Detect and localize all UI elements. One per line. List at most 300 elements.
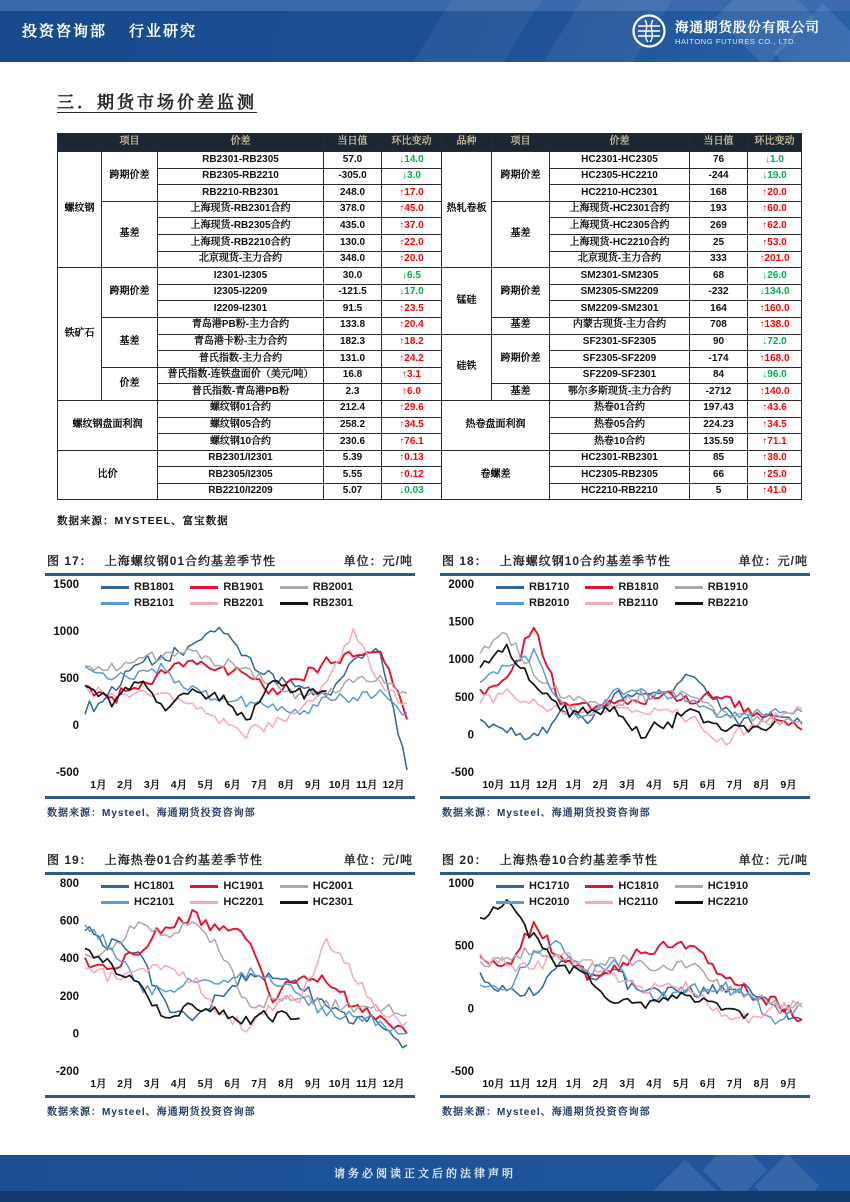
change-cell: ↑41.0: [748, 483, 802, 500]
legend-item: [675, 597, 748, 609]
spread-cell: I2209-I2301: [158, 301, 324, 318]
table-row: [58, 234, 802, 251]
legend-item: [190, 880, 263, 892]
table-header-cell: 当日值: [324, 134, 382, 152]
table-header-cell: [58, 134, 102, 152]
banner-department-research: [22, 20, 197, 41]
table-header-cell: 项目: [102, 134, 158, 152]
change-cell: ↑20.0: [382, 251, 442, 268]
value-cell: -305.0: [324, 168, 382, 185]
legend-swatch-icon: [585, 586, 613, 589]
y-axis-tick-label: -500: [55, 767, 79, 780]
table-header-cell: 价差: [158, 134, 324, 152]
figure-unit: 单位：元/吨: [738, 554, 808, 569]
spread-cell: 螺纹钢10合约: [158, 434, 324, 451]
value-cell: 269: [690, 218, 748, 235]
x-axis-tick-label: 1月: [90, 779, 107, 792]
value-cell: 348.0: [324, 251, 382, 268]
y-axis-tick-label: 800: [59, 878, 79, 891]
chart-canvas: [45, 877, 415, 1095]
spread-cell: SF2305-SF2209: [550, 351, 690, 368]
x-axis-tick-label: 11月: [355, 779, 378, 792]
figure-source: 数据来源：Mysteel、海通期货投资咨询部: [47, 1107, 256, 1119]
item-cell: 基差: [102, 317, 158, 367]
x-axis-tick-label: 1月: [565, 779, 583, 792]
table-row: [58, 400, 802, 417]
change-cell: ↓6.5: [382, 268, 442, 285]
category-cell: 锰硅: [442, 268, 492, 334]
x-axis-tick-label: 12月: [382, 779, 405, 792]
change-cell: ↓96.0: [748, 367, 802, 384]
value-cell: 135.59: [690, 434, 748, 451]
series-HC2001-line: [85, 922, 407, 1016]
section-title: 三．期货市场价差监测: [57, 93, 257, 112]
chart-canvas: [440, 578, 810, 796]
value-cell: 68: [690, 268, 748, 285]
legend-item: [190, 597, 263, 609]
figures-grid: [45, 552, 810, 1118]
value-cell: 435.0: [324, 218, 382, 235]
chart-plot: [440, 578, 810, 796]
legend-swatch-icon: [675, 586, 703, 589]
change-cell: ↑76.1: [382, 434, 442, 451]
spread-cell: 普氏指数-主力合约: [158, 351, 324, 368]
legend-label: RB2110: [618, 597, 659, 610]
figure-unit: 单位：元/吨: [738, 853, 808, 868]
divider-rule: [45, 573, 415, 576]
legend-label: HC2301: [312, 896, 354, 909]
change-cell: ↑24.2: [382, 351, 442, 368]
spread-cell: HC2301-RB2301: [550, 450, 690, 467]
legend-swatch-icon: [496, 586, 524, 589]
x-axis-tick-label: 10月: [328, 779, 352, 792]
change-cell: ↑71.1: [748, 434, 802, 451]
item-cell: 跨期价差: [492, 152, 550, 202]
value-cell: 193: [690, 201, 748, 218]
figure-label: 图 17：: [47, 554, 93, 569]
legend-label: HC1910: [707, 880, 749, 893]
value-cell: 5.07: [324, 483, 382, 500]
figure-title: 上海螺纹钢10合约基差季节性: [499, 554, 672, 569]
change-cell: ↓134.0: [748, 284, 802, 301]
figure-17-header: [45, 552, 415, 573]
legend-item: [190, 896, 263, 908]
legend-swatch-icon: [280, 602, 308, 605]
table-header-cell: 环比变动: [382, 134, 442, 152]
legend-item: [585, 880, 658, 892]
value-cell: 164: [690, 301, 748, 318]
table-row: [58, 417, 802, 434]
company-name-en: HAITONG FUTURES CO., LTD.: [675, 37, 797, 46]
legend-swatch-icon: [675, 901, 703, 904]
spread-cell: 上海现货-RB2301合约: [158, 201, 324, 218]
item-cell: 基差: [492, 201, 550, 267]
x-axis-tick-label: 3月: [619, 1078, 636, 1091]
value-cell: 333: [690, 251, 748, 268]
value-cell: 230.6: [324, 434, 382, 451]
spread-cell: RB2210-RB2301: [158, 185, 324, 202]
spread-cell: 螺纹钢01合约: [158, 400, 324, 417]
legend-label: RB2010: [529, 597, 570, 610]
y-axis-tick-label: -200: [55, 1066, 79, 1079]
spread-cell: 普氏指数-青岛港PB粉: [158, 384, 324, 401]
legend-swatch-icon: [190, 901, 218, 904]
top-banner: [0, 0, 850, 62]
spread-cell: RB2305/I2305: [158, 467, 324, 484]
legend-label: RB1710: [529, 581, 570, 594]
value-cell: 76: [690, 152, 748, 169]
research-label: 行业研究: [129, 23, 198, 40]
divider-rule: [440, 872, 810, 875]
change-cell: ↑17.0: [382, 185, 442, 202]
chart-legend: [101, 581, 353, 609]
change-cell: ↓1.0: [748, 152, 802, 169]
x-axis-tick-label: 3月: [143, 1078, 161, 1091]
y-axis-tick-label: 500: [59, 673, 79, 686]
legend-label: HC2001: [312, 880, 354, 893]
legend-item: [101, 896, 174, 908]
company-name-cn: 海通期货股份有限公司: [675, 20, 820, 36]
company-name-block: [675, 16, 820, 46]
value-cell: 258.2: [324, 417, 382, 434]
legend-label: RB1810: [618, 581, 659, 594]
x-axis-tick-label: 11月: [509, 1078, 532, 1091]
table-row: [58, 201, 802, 218]
legend-label: RB2201: [223, 597, 264, 610]
change-cell: ↑53.0: [748, 234, 802, 251]
legend-item: [190, 581, 263, 593]
legend-item: [280, 581, 353, 593]
spread-cell: SM2305-SM2209: [550, 284, 690, 301]
department-label: 投资咨询部: [22, 23, 108, 40]
table-row: [58, 168, 802, 185]
y-axis-tick-label: 2000: [448, 579, 474, 592]
x-axis-tick-label: 5月: [673, 1078, 690, 1091]
table-row: [58, 334, 802, 351]
figure-19-header: [45, 851, 415, 872]
x-axis-tick-label: 10月: [482, 1078, 505, 1091]
category-cell: 比价: [58, 450, 158, 500]
value-cell: -121.5: [324, 284, 382, 301]
x-axis-tick-label: 2月: [117, 1078, 134, 1091]
change-cell: ↑140.0: [748, 384, 802, 401]
value-cell: 131.0: [324, 351, 382, 368]
x-axis-tick-label: 8月: [278, 1078, 295, 1091]
y-axis-tick-label: 1000: [448, 878, 474, 891]
x-axis-tick-label: 3月: [143, 779, 161, 792]
legend-label: HC1810: [618, 880, 659, 893]
spread-cell: SM2209-SM2301: [550, 301, 690, 318]
legend-item: [496, 581, 569, 593]
legend-swatch-icon: [585, 602, 613, 605]
category-cell: 螺纹钢: [58, 152, 102, 268]
series-RB2010-line: [480, 649, 802, 718]
figure-title: 上海螺纹钢01合约基差季节性: [104, 554, 277, 569]
legend-label: HC2210: [707, 896, 749, 909]
x-axis-tick-label: 8月: [753, 1078, 770, 1091]
category-cell: 热卷盘面利润: [442, 400, 550, 450]
item-cell: 跨期价差: [102, 268, 158, 318]
legend-item: [280, 597, 353, 609]
chart-plot: [45, 578, 415, 796]
legend-item: [101, 597, 174, 609]
change-cell: ↑201.0: [748, 251, 802, 268]
table-row: [58, 301, 802, 318]
value-cell: 85: [690, 450, 748, 467]
x-axis-tick-label: 1月: [90, 1078, 107, 1091]
legend-item: [585, 896, 658, 908]
table-data-source: 数据来源：MYSTEEL、富宝数据: [57, 515, 229, 528]
spread-cell: 普氏指数-连铁盘面价（美元/吨）: [158, 367, 324, 384]
item-cell: 价差: [102, 367, 158, 400]
x-axis-tick-label: 11月: [355, 1078, 378, 1091]
table-row: [58, 284, 802, 301]
x-axis-tick-label: 7月: [726, 1078, 744, 1091]
x-axis-tick-label: 5月: [673, 779, 690, 792]
value-cell: 57.0: [324, 152, 382, 169]
item-cell: 基差: [102, 201, 158, 267]
legend-swatch-icon: [280, 885, 308, 888]
x-axis-tick-label: 4月: [646, 1078, 663, 1091]
spread-cell: SF2209-SF2301: [550, 367, 690, 384]
category-cell: 螺纹钢盘面利润: [58, 400, 158, 450]
spread-monitor-table: [57, 133, 802, 500]
page-footer: [0, 1155, 850, 1202]
legend-item: [496, 896, 569, 908]
value-cell: 130.0: [324, 234, 382, 251]
spread-cell: 北京现货-主力合约: [550, 251, 690, 268]
x-axis-tick-label: 12月: [535, 779, 559, 792]
change-cell: ↑37.0: [382, 218, 442, 235]
legend-label: HC2110: [618, 896, 659, 909]
figure-label: 图 20：: [442, 853, 488, 868]
legend-label: HC2201: [223, 896, 264, 909]
item-cell: 跨期价差: [492, 334, 550, 384]
x-axis-tick-label: 10月: [328, 1078, 352, 1091]
change-cell: ↓0.03: [382, 483, 442, 500]
figure-18-header: [440, 552, 810, 573]
change-cell: ↑34.5: [382, 417, 442, 434]
item-cell: 基差: [492, 384, 550, 401]
value-cell: 224.23: [690, 417, 748, 434]
table-row: [58, 450, 802, 467]
value-cell: 25: [690, 234, 748, 251]
spread-monitor-table-wrap: [57, 133, 850, 500]
y-axis-tick-label: 0: [467, 729, 474, 742]
spread-cell: 上海现货-HC2210合约: [550, 234, 690, 251]
chart-plot: [45, 877, 415, 1095]
item-cell: 跨期价差: [102, 152, 158, 202]
spread-cell: 热卷10合约: [550, 434, 690, 451]
change-cell: ↑3.1: [382, 367, 442, 384]
x-axis-tick-label: 4月: [170, 1078, 188, 1091]
change-cell: ↑168.0: [748, 351, 802, 368]
spread-cell: I2301-I2305: [158, 268, 324, 285]
y-axis-tick-label: -500: [450, 767, 474, 780]
legend-label: HC2101: [134, 896, 175, 909]
category-cell: 热轧卷板: [442, 152, 492, 268]
legend-item: [585, 597, 658, 609]
legend-item: [280, 880, 353, 892]
value-cell: -232: [690, 284, 748, 301]
figure-20-header: [440, 851, 810, 872]
y-axis-tick-label: 200: [59, 991, 79, 1004]
spread-cell: HC2210-HC2301: [550, 185, 690, 202]
change-cell: ↑62.0: [748, 218, 802, 235]
table-row: [58, 185, 802, 202]
legend-item: [101, 880, 174, 892]
legend-label: RB2301: [312, 597, 354, 610]
spread-cell: RB2301/I2301: [158, 450, 324, 467]
spread-cell: I2305-I2209: [158, 284, 324, 301]
legend-swatch-icon: [190, 586, 218, 589]
x-axis-tick-label: 2月: [117, 779, 134, 792]
table-row: [58, 367, 802, 384]
change-cell: ↑60.0: [748, 201, 802, 218]
x-axis-tick-label: 4月: [170, 779, 188, 792]
change-cell: ↑23.5: [382, 301, 442, 318]
series-HC1710-line: [480, 961, 802, 1020]
y-axis-tick-label: 1500: [53, 579, 79, 592]
footer-bottom-strip: [0, 1191, 850, 1202]
item-cell: 基差: [492, 317, 550, 334]
x-axis-tick-label: 8月: [278, 779, 295, 792]
spread-cell: 北京现货-主力合约: [158, 251, 324, 268]
value-cell: 708: [690, 317, 748, 334]
y-axis-tick-label: 1000: [448, 654, 474, 667]
table-row: [58, 218, 802, 235]
legend-swatch-icon: [101, 586, 129, 589]
change-cell: ↓72.0: [748, 334, 802, 351]
change-cell: ↑20.4: [382, 317, 442, 334]
x-axis-tick-label: 9月: [304, 1078, 322, 1091]
legend-item: [585, 581, 658, 593]
value-cell: 30.0: [324, 268, 382, 285]
table-header-cell: 价差: [550, 134, 690, 152]
legend-label: HC1710: [529, 880, 570, 893]
legend-swatch-icon: [496, 901, 524, 904]
legend-item: [496, 597, 569, 609]
legend-label: HC1901: [223, 880, 264, 893]
table-header-cell: 项目: [492, 134, 550, 152]
category-cell: 硅铁: [442, 334, 492, 400]
x-axis-tick-label: 4月: [646, 779, 663, 792]
spread-cell: RB2210/I2209: [158, 483, 324, 500]
table-row: [58, 351, 802, 368]
change-cell: ↓14.0: [382, 152, 442, 169]
legend-label: RB2001: [312, 581, 354, 594]
spread-cell: HC2305-HC2210: [550, 168, 690, 185]
table-header-row: [58, 134, 802, 152]
figure-label: 图 18：: [442, 554, 488, 569]
category-cell: 铁矿石: [58, 268, 102, 401]
y-axis-tick-label: -500: [450, 1066, 474, 1079]
table-header-cell: 品种: [442, 134, 492, 152]
legend-swatch-icon: [190, 885, 218, 888]
x-axis-tick-label: 1月: [565, 1078, 583, 1091]
value-cell: 90: [690, 334, 748, 351]
chart-canvas: [440, 877, 810, 1095]
spread-cell: 内蒙古现货-主力合约: [550, 317, 690, 334]
y-axis-tick-label: 0: [467, 1003, 474, 1016]
change-cell: ↑18.2: [382, 334, 442, 351]
legend-item: [496, 880, 569, 892]
table-row: [58, 152, 802, 169]
spread-cell: HC2305-RB2305: [550, 467, 690, 484]
x-axis-tick-label: 12月: [382, 1078, 405, 1091]
y-axis-tick-label: 500: [454, 941, 474, 954]
value-cell: -2712: [690, 384, 748, 401]
table-row: [58, 317, 802, 334]
x-axis-tick-label: 5月: [197, 779, 214, 792]
y-axis-tick-label: 0: [72, 720, 79, 733]
x-axis-tick-label: 2月: [592, 779, 609, 792]
table-row: [58, 384, 802, 401]
spread-cell: SM2301-SM2305: [550, 268, 690, 285]
change-cell: ↑29.6: [382, 400, 442, 417]
x-axis-tick-label: 2月: [592, 1078, 609, 1091]
table-row: [58, 251, 802, 268]
y-axis-tick-label: 400: [59, 953, 79, 966]
legend-item: [101, 581, 174, 593]
value-cell: -174: [690, 351, 748, 368]
legend-swatch-icon: [496, 885, 524, 888]
figure-source: 数据来源：Mysteel、海通期货投资咨询部: [442, 1107, 651, 1119]
spread-cell: 上海现货-HC2301合约: [550, 201, 690, 218]
spread-cell: RB2305-RB2210: [158, 168, 324, 185]
legend-label: HC1801: [134, 880, 175, 893]
change-cell: ↑160.0: [748, 301, 802, 318]
figure-19: [45, 851, 415, 1118]
change-cell: ↑38.0: [748, 450, 802, 467]
table-row: [58, 467, 802, 484]
figure-title: 上海热卷01合约基差季节性: [104, 853, 264, 868]
spread-cell: SF2301-SF2305: [550, 334, 690, 351]
x-axis-tick-label: 8月: [753, 779, 770, 792]
value-cell: 5.39: [324, 450, 382, 467]
legend-swatch-icon: [496, 602, 524, 605]
category-cell: 卷螺差: [442, 450, 550, 500]
legend-label: RB2210: [707, 597, 749, 610]
x-axis-tick-label: 6月: [699, 1078, 717, 1091]
x-axis-tick-label: 6月: [224, 779, 241, 792]
company-logo: [630, 12, 820, 50]
value-cell: 182.3: [324, 334, 382, 351]
x-axis-tick-label: 11月: [509, 779, 532, 792]
change-cell: ↑138.0: [748, 317, 802, 334]
change-cell: ↑22.0: [382, 234, 442, 251]
series-RB1710-line: [480, 675, 802, 740]
legend-swatch-icon: [280, 586, 308, 589]
value-cell: 378.0: [324, 201, 382, 218]
legend-swatch-icon: [585, 885, 613, 888]
y-axis-tick-label: 500: [454, 692, 474, 705]
value-cell: 212.4: [324, 400, 382, 417]
y-axis-tick-label: 600: [59, 916, 79, 929]
value-cell: 5: [690, 483, 748, 500]
y-axis-tick-label: 1500: [448, 617, 474, 630]
legend-label: RB1901: [223, 581, 264, 594]
spread-cell: HC2210-RB2210: [550, 483, 690, 500]
series-RB2210-line: [480, 645, 775, 739]
legend-label: RB1910: [707, 581, 749, 594]
change-cell: ↓3.0: [382, 168, 442, 185]
x-axis-tick-label: 9月: [304, 779, 322, 792]
chart-legend: [101, 880, 353, 908]
chart-legend: [496, 880, 748, 908]
x-axis-tick-label: 3月: [619, 779, 636, 792]
x-axis-tick-label: 9月: [780, 1078, 797, 1091]
